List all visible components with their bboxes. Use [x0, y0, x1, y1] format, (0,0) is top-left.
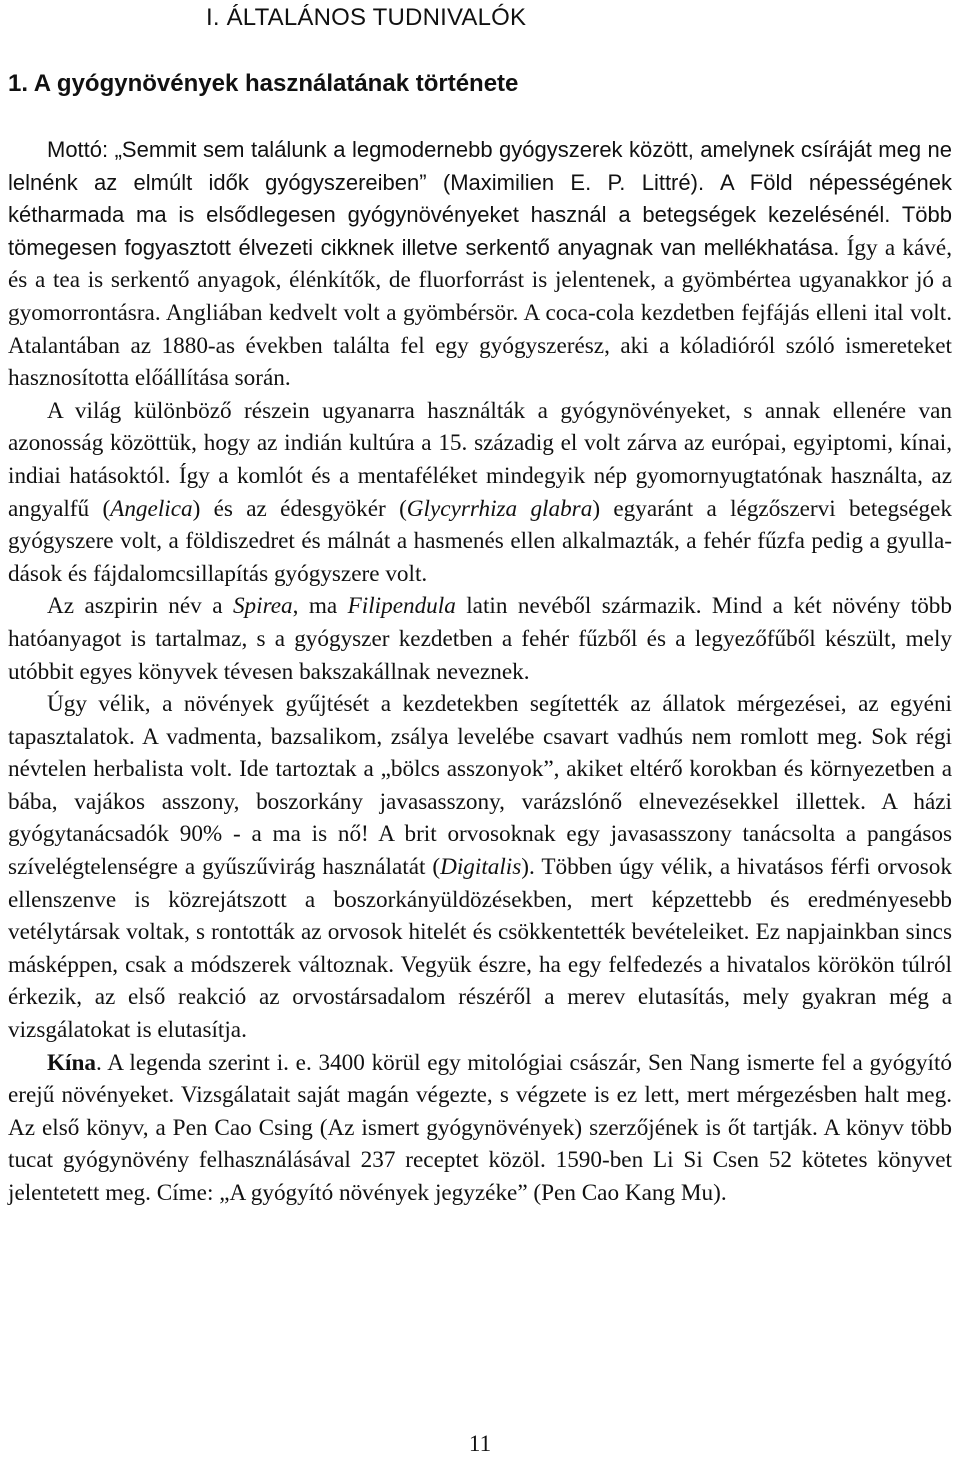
chapter-title: I. ÁLTALÁNOS TUDNIVALÓK	[206, 4, 527, 31]
text-run: Az aszpirin név a	[47, 593, 233, 620]
paragraph-herbalists	[8, 688, 952, 1047]
text-run: A világ különböző részein ugyanarra használták a gyógynövényeket, s annak ellenére van azonosság közöttük, hogy az indián kultúra a 15. századig el volt zárva az európai, egyiptomi, kínai, indiai hatásoktól. Így a komlót és a mentaféléket mindegyik nép gyomornyugtatónak használta, az angyalfű (	[8, 397, 952, 522]
text-run: Úgy vélik, a növények gyűjtését a kezdetekben segítették az állatok mérgezései, az egyéni tapasztalatok. A vadmenta, bazsalikom, zsálya levelébe csavart vadhús nem romlott meg. Sok régi névtelen herbalista volt. Ide tartoztak a „bölcs asszonyok”, akiket eltérő korokban és környezetben a bába, vajákos asszony, boszorkány javasasszony, varázslónő elnevezésekkel illettek. A házi gyógytanácsadók 90% - a ma is nő! A brit orvosoknak egy javasasszony tanácsolta a pangásos szívelégtelenségre a gyűszűvirág használatát (	[8, 691, 952, 881]
text-run: ) egyaránt a légzőszervi betegségek gyógyszere volt, a földiszedret és málnát a hasmenés ellen alkalmazták, a fehér fűzfa pedig a gyulladások és fájdalomcsillapítás gyógyszere volt.	[8, 495, 953, 587]
text-run: . A legenda szerint i. e. 3400 körül egy mitológiai császár, Sen Nang ismerte fel a gyógyító erejű növényeket. Vizsgálatait saját magán végezte, s végzete is ez lett, mert mérgezésben halt meg. Az első könyv, a Pen Cao Csing (Az ismert gyógynövények) szerzőjének is őt tartják. A könyv több tucat gyógynövény felhasználásával 237 receptet közöl. 1590-ben Li Si Csen 52 kötetes könyvet jelentetett meg. Címe: „A gyógyító növények jegyzéke” (Pen Cao Kang Mu).	[8, 1049, 952, 1206]
text-run: latin nevéből származik. Mind a két növény több hatóanyagot is tartalmaz, s a gyógyszer kezdetben a fehér fűzből és a legyezőfűből készült, mely utóbbit egyes könyvek tévesen bakszakállnak neveznek.	[8, 593, 952, 685]
sentence: Így a kávé, és a tea is serkentő anyagok, élénkítők, de fluorforrást is jelentenek, a gyömbértea ugyanakkor jó a gyomorrontásra. Angliában kedvelt volt a gyömbérsör. A coca-cola kezdetben fejfájás elleni ital volt.	[8, 234, 952, 326]
body-text	[8, 134, 952, 1210]
paragraph-aspirin	[8, 590, 952, 688]
text-run: ) és az édesgyökér (	[192, 495, 407, 522]
sentence: Atalantában az 1880-as években találta fel egy gyógyszerész, aki a kóladióról szóló ismereteket hasznosította előállítása során.	[8, 332, 952, 392]
sentence: A Föld népességének kétharmada ma is elsődlegesen gyógynövényeket használ a betegségek kezelésénél.	[8, 169, 953, 228]
latin-name: Glycyrrhiza glabra	[406, 495, 593, 522]
motto: Mottó: „Semmit sem találunk a legmodernebb gyógyszerek között, amelynek csíráját meg ne lelnénk az elmúlt idők gyógyszereiben” (Maximilien E. P. Littré).	[8, 137, 952, 195]
latin-name: Digitalis	[440, 854, 522, 881]
paragraph-intro	[8, 134, 952, 395]
text-run: ). Többen úgy vélik, a hivatásos férfi orvosok ellenszenve is közrejátszott a boszorkányüldözésekben, mert képzettebb és eredményesebb vetélytársak voltak, s rontották az orvosok hitelét és csökkentették bevételeiket. Ez napjainkban sincs másképpen, csak a módszerek változnak. Vegyük észre, ha egy felfedezés a hivatalos körökön túlról érkezik, az első reakció az orvostársadalom részéről a merev elutasítás, mely gyakran még a vizsgálatokat is elutasítja.	[8, 854, 952, 1044]
latin-name: Filipendula	[347, 593, 456, 620]
paragraph-china	[8, 1047, 952, 1210]
paragraph-world	[8, 395, 952, 591]
sentence: Több tömegesen fogyasztott élvezeti cikknek illetve serkentő anyagnak van mellékhatása.	[8, 202, 953, 260]
text-run: , ma	[292, 593, 348, 620]
latin-name: Angelica	[110, 495, 193, 522]
section-title: 1. A gyógynövények használatának története	[8, 70, 519, 97]
latin-name: Spirea	[232, 593, 293, 620]
page-number: 11	[468, 1431, 492, 1456]
section-label: Kína	[47, 1049, 96, 1076]
